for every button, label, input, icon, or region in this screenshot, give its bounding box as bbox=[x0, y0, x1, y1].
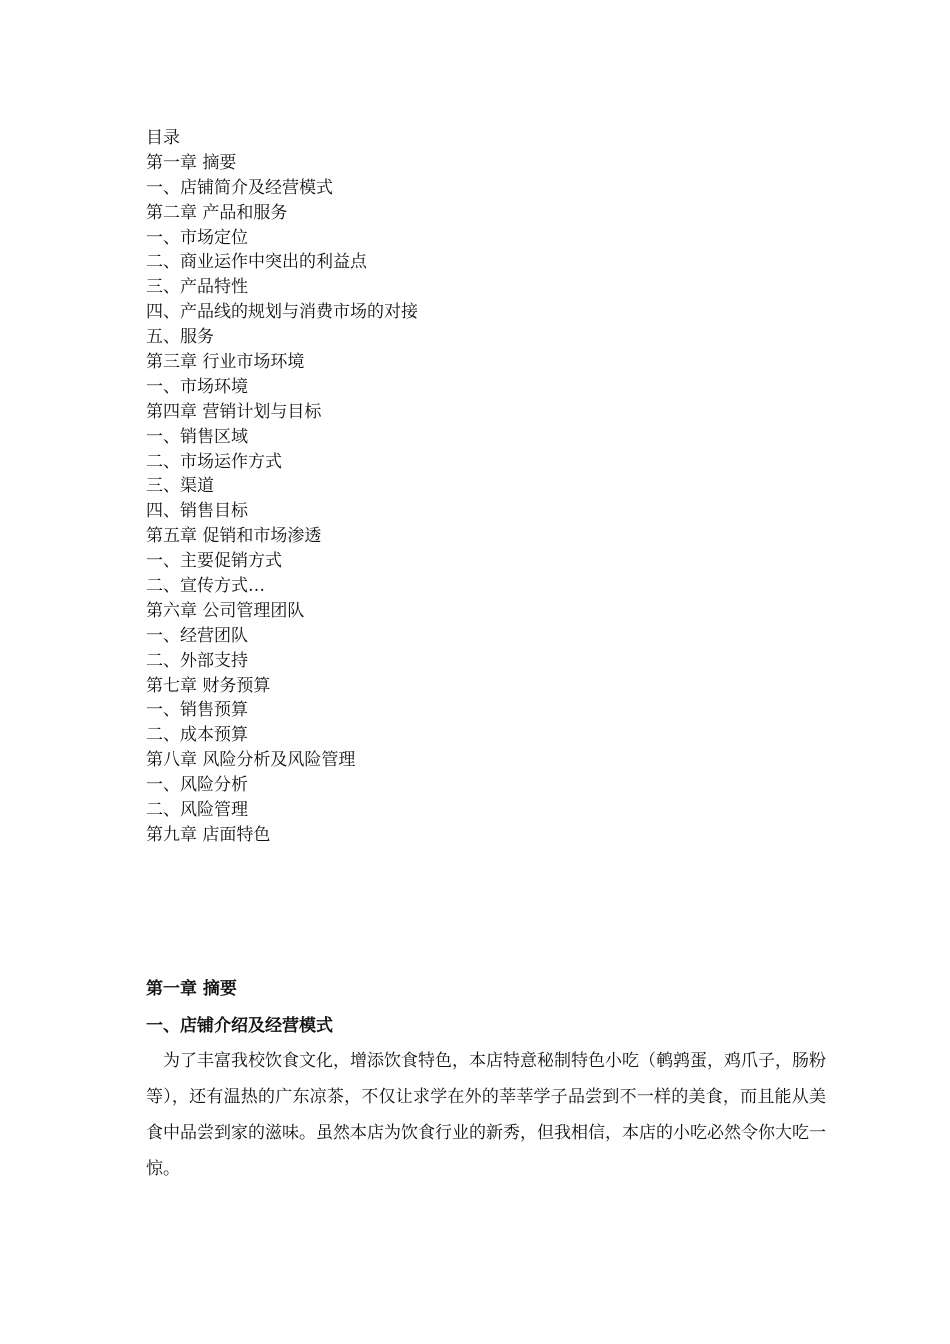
toc-item: 第六章 公司管理团队 bbox=[146, 600, 305, 621]
toc-item: 四、销售目标 bbox=[146, 501, 248, 522]
chapter-one-section bbox=[146, 976, 826, 1187]
toc-item: 一、销售预算 bbox=[146, 700, 248, 721]
table-of-contents bbox=[146, 126, 846, 848]
toc-item: 第一章 摘要 bbox=[146, 152, 237, 173]
toc-item: 二、商业运作中突出的利益点 bbox=[146, 252, 367, 273]
toc-item: 一、风险分析 bbox=[146, 775, 248, 796]
toc-item: 第七章 财务预算 bbox=[146, 675, 271, 696]
toc-item: 第二章 产品和服务 bbox=[146, 202, 288, 223]
toc-item: 一、销售区域 bbox=[146, 426, 248, 447]
chapter-heading: 第一章 摘要 bbox=[146, 979, 237, 999]
toc-item: 二、外部支持 bbox=[146, 650, 248, 671]
toc-item: 一、市场定位 bbox=[146, 227, 248, 248]
section-heading: 一、店铺介绍及经营模式 bbox=[146, 1016, 333, 1036]
toc-item: 一、店铺简介及经营模式 bbox=[146, 177, 333, 198]
toc-item: 五、服务 bbox=[146, 327, 214, 348]
toc-item: 三、渠道 bbox=[146, 476, 214, 497]
body-paragraph: 为了丰富我校饮食文化，增添饮食特色，本店特意秘制特色小吃（鹌鹑蛋，鸡爪子，肠粉等），还有温热的广东凉茶，不仅让求学在外的莘莘学子品尝到不一样的美食，而且能从美食中品尝到家的滋味。虽然本店为饮食行业的新秀，但我相信，本店的小吃必然令你大吃一惊。 bbox=[146, 1051, 826, 1179]
toc-title: 目录 bbox=[146, 128, 180, 148]
toc-item: 二、宣传方式… bbox=[146, 576, 265, 597]
toc-item: 三、产品特性 bbox=[146, 277, 248, 298]
toc-item: 二、成本预算 bbox=[146, 725, 248, 746]
toc-item: 第三章 行业市场环境 bbox=[146, 352, 305, 373]
toc-item: 一、经营团队 bbox=[146, 625, 248, 646]
toc-item: 一、市场环境 bbox=[146, 376, 248, 397]
toc-item: 第五章 促销和市场渗透 bbox=[146, 526, 322, 547]
toc-item: 第九章 店面特色 bbox=[146, 824, 271, 845]
toc-item: 二、风险管理 bbox=[146, 800, 248, 821]
toc-item: 第八章 风险分析及风险管理 bbox=[146, 750, 356, 771]
toc-item: 第四章 营销计划与目标 bbox=[146, 401, 322, 422]
toc-item: 二、市场运作方式 bbox=[146, 451, 282, 472]
toc-item: 一、主要促销方式 bbox=[146, 551, 282, 572]
toc-item: 四、产品线的规划与消费市场的对接 bbox=[146, 302, 418, 323]
